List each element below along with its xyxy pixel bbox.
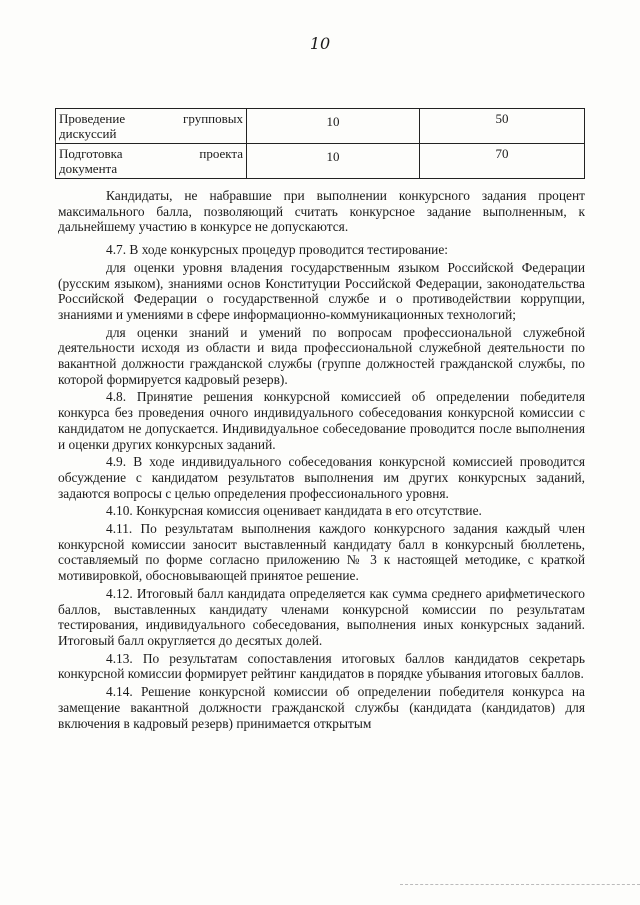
table-row — [56, 109, 585, 144]
paragraph-4-11: 4.11. По результатам выполнения каждого конкурсного задания каждый член конкурсной комиссии заносит выставленный кандидату балл в конкурсный бюллетень, составляемый по форме согласно приложению № 3 к настоящей методике, с краткой мотивировкой, обосновывающей принятое решение. — [58, 521, 585, 584]
paragraph-test-language: для оценки уровня владения государственным языком Российской Федерации (русским языком), знаниями основ Конституции Российской Федерации, законодательства Российской Федерации о государственной службе и о противодействии коррупции, знаниями и умениями в сфере информационно-коммуникационных технологий; — [58, 259, 585, 322]
paragraph-4-7: 4.7. В ходе конкурсных процедур проводится тестирование: — [106, 242, 449, 258]
table-cell-max: 10 — [247, 144, 420, 179]
paragraph-4-10: 4.10. Конкурсная комиссия оценивает кандидата в его отсутствие. — [106, 503, 482, 519]
scores-table — [55, 108, 585, 179]
table-cell-score: 50 — [420, 109, 585, 144]
scan-artifact — [400, 884, 640, 887]
table-cell-task — [56, 109, 247, 144]
table-cell-task — [56, 144, 247, 179]
paragraph-4-14: 4.14. Решение конкурсной комиссии об определении победителя конкурса на замещение вакантной должности гражданской службы (кандидата (кандидатов) для включения в кадровый резерв) принимается открытым — [58, 684, 585, 731]
table-cell-max: 10 — [247, 109, 420, 144]
table-row — [56, 144, 585, 179]
task-label-word1: Подготовка — [59, 146, 123, 161]
body-text — [58, 188, 585, 733]
paragraph-4-13: 4.13. По результатам сопоставления итоговых баллов кандидатов секретарь конкурсной комиссии формирует рейтинг кандидатов в порядке убывания итоговых баллов. — [58, 650, 585, 682]
page-number: 10 — [309, 34, 331, 53]
task-label-word2: проекта — [199, 146, 243, 161]
paragraph-4-9: 4.9. В ходе индивидуального собеседования конкурсной комиссией проводится обсуждение с кандидатом результатов выполнения им других конкурсных заданий, задаются вопросы с целью определения профессионального уровня. — [58, 454, 585, 501]
task-label-line2: документа — [59, 161, 118, 176]
paragraph-threshold: Кандидаты, не набравшие при выполнении конкурсного задания процент максимального балла, позволяющий считать конкурсное задание выполненным, к дальнейшему участию в конкурсе не допускаются. — [58, 188, 585, 235]
task-label-line2: дискуссий — [59, 126, 117, 141]
paragraph-test-professional: для оценки знаний и умений по вопросам профессиональной служебной деятельности исходя из области и вида профессиональной служебной деятельности по вакантной должности гражданской службы (группе должностей гражданской службы, по которой формируется кадровый резерв). — [58, 324, 585, 387]
task-label-word2: групповых — [183, 111, 243, 126]
paragraph-4-12: 4.12. Итоговый балл кандидата определяется как сумма среднего арифметического баллов, выставленных кандидату членами конкурсной комиссии по результатам тестирования, индивидуального собеседования, выполнения иных конкурсных заданий. Итоговый балл округляется до десятых долей. — [58, 585, 585, 648]
task-label-word1: Проведение — [59, 111, 126, 126]
paragraph-4-8: 4.8. Принятие решения конкурсной комиссией об определении победителя конкурса без проведения очного индивидуального собеседования конкурсной комиссии с кандидатом не допускается. Индивидуальное собеседование проводится после выполнения и оценки других конкурсных заданий. — [58, 389, 585, 452]
table-cell-score: 70 — [420, 144, 585, 179]
